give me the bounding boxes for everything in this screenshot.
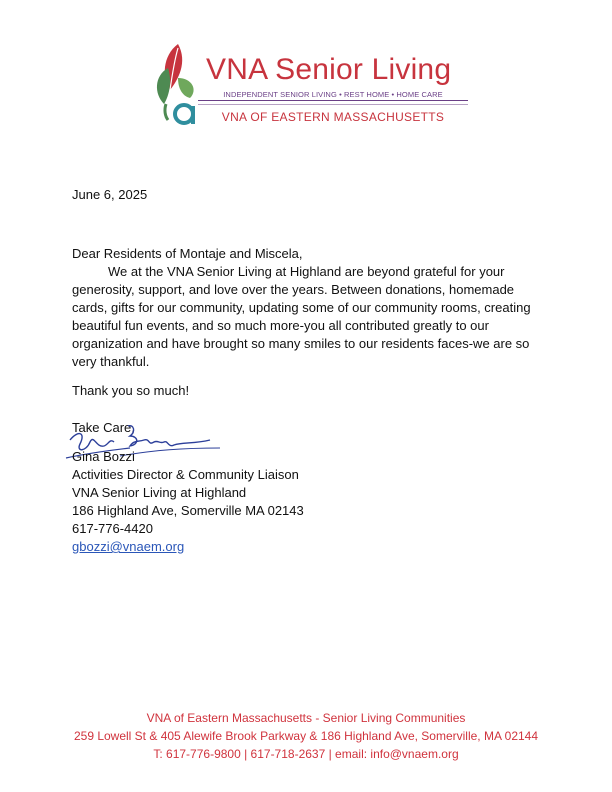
letter-body — [72, 263, 552, 371]
thanks-line: Thank you so much! — [72, 383, 190, 398]
salutation: Dear Residents of Montaje and Miscela, — [72, 246, 303, 261]
body-line: beautiful fun events, and so much more-you all contributed greatly to our — [72, 318, 489, 333]
brand-subtitle: VNA OF EASTERN MASSACHUSETTS — [221, 110, 445, 124]
signer-address: 186 Highland Ave, Somerville MA 02143 — [72, 503, 304, 518]
body-line: generosity, support, and love over the years. Between donations, homemade — [72, 282, 515, 297]
letterhead-divider — [198, 104, 468, 105]
signer-organization: VNA Senior Living at Highland — [72, 485, 247, 500]
footer-line-2: 259 Lowell St & 405 Alewife Brook Parkway & 186 Highland Ave, Somerville, MA 02144 — [73, 729, 539, 743]
body-line: very thankful. — [72, 354, 150, 369]
body-line: We at the VNA Senior Living at Highland are beyond grateful for your — [108, 264, 505, 279]
signer-phone: 617-776-4420 — [72, 521, 153, 536]
footer-line-1: VNA of Eastern Massachusetts - Senior Living Communities — [146, 711, 466, 725]
brand-name: VNA Senior Living — [206, 53, 452, 86]
body-line: organization and have brought so many smiles to our residents faces-we are so — [72, 336, 530, 351]
signer-name: Gina Bozzi — [72, 449, 135, 464]
brand-tagline: INDEPENDENT SENIOR LIVING • REST HOME • HOME CARE — [198, 90, 468, 101]
email-link[interactable]: gbozzi@vnaem.org — [72, 539, 185, 554]
body-line: cards, gifts for our community, updating some of our community rooms, creating — [72, 300, 531, 315]
letter-footer — [0, 709, 612, 763]
footer-line-3: T: 617-776-9800 | 617-718-2637 | email: info@vnaem.org — [153, 747, 459, 761]
closing-line: Take Care, — [72, 420, 135, 435]
signature-block — [72, 448, 304, 556]
letter-date: June 6, 2025 — [72, 187, 148, 202]
signer-title: Activities Director & Community Liaison — [72, 467, 299, 482]
